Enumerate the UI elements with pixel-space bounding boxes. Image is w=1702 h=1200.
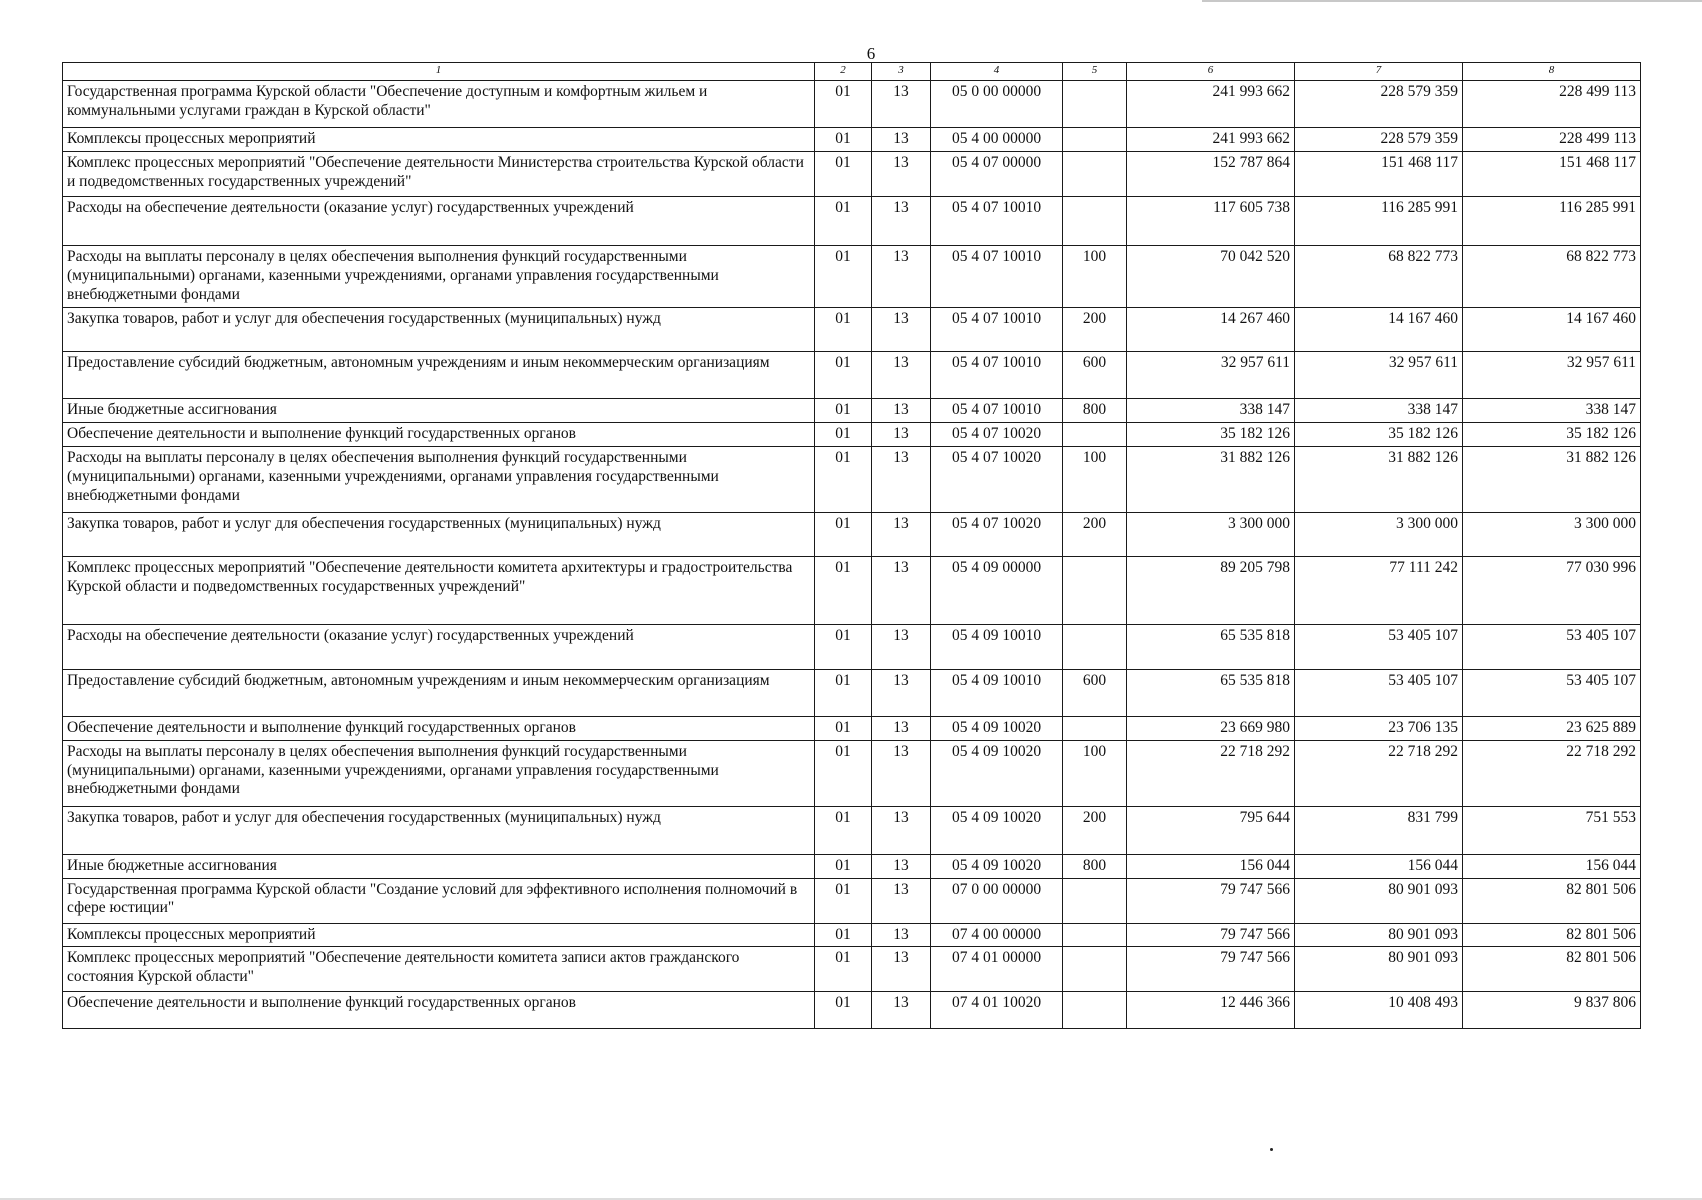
target-article-cell: 07 4 00 00000 bbox=[931, 923, 1063, 947]
row-name-cell: Комплекс процессных мероприятий "Обеспечение деятельности комитета архитектуры и градостроительства Курской области и подведомственных государственных учреждений" bbox=[63, 556, 815, 624]
expense-type-cell bbox=[1063, 716, 1127, 740]
table-row bbox=[63, 624, 1641, 669]
amount-col8-cell: 53 405 107 bbox=[1463, 669, 1641, 716]
table-row bbox=[63, 307, 1641, 351]
amount-col7-cell: 831 799 bbox=[1295, 806, 1463, 854]
row-name-cell: Расходы на обеспечение деятельности (оказание услуг) государственных учреждений bbox=[63, 624, 815, 669]
amount-col8-cell: 156 044 bbox=[1463, 854, 1641, 878]
table-row bbox=[63, 422, 1641, 446]
section-code-cell: 01 bbox=[815, 556, 872, 624]
amount-col8-cell: 82 801 506 bbox=[1463, 923, 1641, 947]
target-article-cell: 05 4 07 10020 bbox=[931, 422, 1063, 446]
section-code-cell: 01 bbox=[815, 878, 872, 923]
amount-col6-cell: 156 044 bbox=[1127, 854, 1295, 878]
table-row bbox=[63, 992, 1641, 1029]
subsection-code-cell: 13 bbox=[872, 128, 931, 152]
amount-col7-cell: 32 957 611 bbox=[1295, 351, 1463, 398]
column-number: 4 bbox=[931, 63, 1063, 81]
amount-col7-cell: 53 405 107 bbox=[1295, 624, 1463, 669]
amount-col6-cell: 65 535 818 bbox=[1127, 669, 1295, 716]
amount-col6-cell: 65 535 818 bbox=[1127, 624, 1295, 669]
target-article-cell: 05 4 07 10020 bbox=[931, 512, 1063, 556]
amount-col6-cell: 31 882 126 bbox=[1127, 446, 1295, 512]
expense-type-cell bbox=[1063, 196, 1127, 245]
expense-type-cell bbox=[1063, 556, 1127, 624]
target-article-cell: 05 4 07 10010 bbox=[931, 245, 1063, 307]
row-name-cell: Расходы на выплаты персоналу в целях обеспечения выполнения функций государственными (муниципальными) органами, казенными учреждениями, органами управления государственными внебюджетными фондами bbox=[63, 740, 815, 806]
subsection-code-cell: 13 bbox=[872, 923, 931, 947]
amount-col7-cell: 80 901 093 bbox=[1295, 923, 1463, 947]
amount-col6-cell: 152 787 864 bbox=[1127, 151, 1295, 196]
expense-type-cell: 200 bbox=[1063, 806, 1127, 854]
amount-col6-cell: 32 957 611 bbox=[1127, 351, 1295, 398]
section-code-cell: 01 bbox=[815, 947, 872, 992]
row-name-cell: Расходы на обеспечение деятельности (оказание услуг) государственных учреждений bbox=[63, 196, 815, 245]
page-number: 6 bbox=[866, 44, 876, 63]
table-row bbox=[63, 398, 1641, 422]
row-name-cell: Государственная программа Курской области "Создание условий для эффективного исполнения полномочий в сфере юстиции" bbox=[63, 878, 815, 923]
target-article-cell: 05 4 07 10020 bbox=[931, 446, 1063, 512]
subsection-code-cell: 13 bbox=[872, 947, 931, 992]
target-article-cell: 07 4 01 10020 bbox=[931, 992, 1063, 1029]
section-code-cell: 01 bbox=[815, 307, 872, 351]
amount-col8-cell: 53 405 107 bbox=[1463, 624, 1641, 669]
table-row bbox=[63, 740, 1641, 806]
amount-col6-cell: 35 182 126 bbox=[1127, 422, 1295, 446]
section-code-cell: 01 bbox=[815, 806, 872, 854]
row-name-cell: Обеспечение деятельности и выполнение функций государственных органов bbox=[63, 992, 815, 1029]
section-code-cell: 01 bbox=[815, 422, 872, 446]
section-code-cell: 01 bbox=[815, 128, 872, 152]
amount-col8-cell: 82 801 506 bbox=[1463, 947, 1641, 992]
table-row bbox=[63, 512, 1641, 556]
subsection-code-cell: 13 bbox=[872, 716, 931, 740]
amount-col8-cell: 751 553 bbox=[1463, 806, 1641, 854]
target-article-cell: 05 4 09 10020 bbox=[931, 854, 1063, 878]
table-row bbox=[63, 806, 1641, 854]
amount-col8-cell: 9 837 806 bbox=[1463, 992, 1641, 1029]
section-code-cell: 01 bbox=[815, 854, 872, 878]
row-name-cell: Иные бюджетные ассигнования bbox=[63, 854, 815, 878]
scan-speck bbox=[1270, 1148, 1273, 1151]
table-row bbox=[63, 716, 1641, 740]
amount-col7-cell: 31 882 126 bbox=[1295, 446, 1463, 512]
column-number: 3 bbox=[872, 63, 931, 81]
amount-col8-cell: 31 882 126 bbox=[1463, 446, 1641, 512]
amount-col6-cell: 117 605 738 bbox=[1127, 196, 1295, 245]
amount-col8-cell: 116 285 991 bbox=[1463, 196, 1641, 245]
row-name-cell: Комплексы процессных мероприятий bbox=[63, 923, 815, 947]
expense-type-cell: 600 bbox=[1063, 669, 1127, 716]
column-number: 6 bbox=[1127, 63, 1295, 81]
column-number: 7 bbox=[1295, 63, 1463, 81]
table-row bbox=[63, 669, 1641, 716]
target-article-cell: 05 4 09 00000 bbox=[931, 556, 1063, 624]
amount-col7-cell: 156 044 bbox=[1295, 854, 1463, 878]
expense-type-cell bbox=[1063, 422, 1127, 446]
table-row bbox=[63, 923, 1641, 947]
expense-type-cell: 800 bbox=[1063, 854, 1127, 878]
expense-type-cell: 800 bbox=[1063, 398, 1127, 422]
amount-col8-cell: 22 718 292 bbox=[1463, 740, 1641, 806]
amount-col8-cell: 82 801 506 bbox=[1463, 878, 1641, 923]
subsection-code-cell: 13 bbox=[872, 398, 931, 422]
expense-type-cell: 100 bbox=[1063, 245, 1127, 307]
amount-col6-cell: 795 644 bbox=[1127, 806, 1295, 854]
amount-col6-cell: 241 993 662 bbox=[1127, 81, 1295, 128]
table-row bbox=[63, 196, 1641, 245]
section-code-cell: 01 bbox=[815, 992, 872, 1029]
column-number: 8 bbox=[1463, 63, 1641, 81]
target-article-cell: 07 4 01 00000 bbox=[931, 947, 1063, 992]
amount-col7-cell: 23 706 135 bbox=[1295, 716, 1463, 740]
target-article-cell: 05 4 09 10010 bbox=[931, 669, 1063, 716]
amount-col7-cell: 77 111 242 bbox=[1295, 556, 1463, 624]
target-article-cell: 07 0 00 00000 bbox=[931, 878, 1063, 923]
amount-col8-cell: 35 182 126 bbox=[1463, 422, 1641, 446]
expense-type-cell bbox=[1063, 992, 1127, 1029]
table-row bbox=[63, 351, 1641, 398]
table-row bbox=[63, 878, 1641, 923]
expense-type-cell bbox=[1063, 624, 1127, 669]
section-code-cell: 01 bbox=[815, 151, 872, 196]
subsection-code-cell: 13 bbox=[872, 245, 931, 307]
amount-col6-cell: 79 747 566 bbox=[1127, 947, 1295, 992]
table-row bbox=[63, 151, 1641, 196]
scan-top-edge-line bbox=[1202, 0, 1702, 2]
amount-col7-cell: 68 822 773 bbox=[1295, 245, 1463, 307]
amount-col8-cell: 32 957 611 bbox=[1463, 351, 1641, 398]
section-code-cell: 01 bbox=[815, 196, 872, 245]
table-row bbox=[63, 81, 1641, 128]
table-row bbox=[63, 128, 1641, 152]
amount-col7-cell: 80 901 093 bbox=[1295, 878, 1463, 923]
row-name-cell: Предоставление субсидий бюджетным, автономным учреждениям и иным некоммерческим организациям bbox=[63, 351, 815, 398]
subsection-code-cell: 13 bbox=[872, 196, 931, 245]
subsection-code-cell: 13 bbox=[872, 624, 931, 669]
subsection-code-cell: 13 bbox=[872, 556, 931, 624]
expense-type-cell: 200 bbox=[1063, 512, 1127, 556]
subsection-code-cell: 13 bbox=[872, 307, 931, 351]
amount-col8-cell: 228 499 113 bbox=[1463, 128, 1641, 152]
column-number: 5 bbox=[1063, 63, 1127, 81]
column-number-header-row bbox=[63, 63, 1641, 81]
table-row bbox=[63, 556, 1641, 624]
row-name-cell: Обеспечение деятельности и выполнение функций государственных органов bbox=[63, 716, 815, 740]
target-article-cell: 05 4 07 10010 bbox=[931, 398, 1063, 422]
target-article-cell: 05 4 07 10010 bbox=[931, 307, 1063, 351]
amount-col8-cell: 23 625 889 bbox=[1463, 716, 1641, 740]
column-number: 2 bbox=[815, 63, 872, 81]
section-code-cell: 01 bbox=[815, 716, 872, 740]
section-code-cell: 01 bbox=[815, 446, 872, 512]
target-article-cell: 05 4 09 10020 bbox=[931, 806, 1063, 854]
subsection-code-cell: 13 bbox=[872, 992, 931, 1029]
amount-col7-cell: 10 408 493 bbox=[1295, 992, 1463, 1029]
amount-col6-cell: 23 669 980 bbox=[1127, 716, 1295, 740]
row-name-cell: Комплексы процессных мероприятий bbox=[63, 128, 815, 152]
column-number: 1 bbox=[63, 63, 815, 81]
amount-col7-cell: 35 182 126 bbox=[1295, 422, 1463, 446]
row-name-cell: Государственная программа Курской области "Обеспечение доступным и комфортным жильем и коммунальными услугами граждан в Курской области" bbox=[63, 81, 815, 128]
row-name-cell: Предоставление субсидий бюджетным, автономным учреждениям и иным некоммерческим организациям bbox=[63, 669, 815, 716]
section-code-cell: 01 bbox=[815, 81, 872, 128]
expense-type-cell bbox=[1063, 151, 1127, 196]
target-article-cell: 05 4 07 10010 bbox=[931, 351, 1063, 398]
row-name-cell: Комплекс процессных мероприятий "Обеспечение деятельности Министерства строительства Курской области и подведомственных государственных учреждений" bbox=[63, 151, 815, 196]
amount-col7-cell: 53 405 107 bbox=[1295, 669, 1463, 716]
amount-col8-cell: 14 167 460 bbox=[1463, 307, 1641, 351]
amount-col6-cell: 338 147 bbox=[1127, 398, 1295, 422]
subsection-code-cell: 13 bbox=[872, 806, 931, 854]
section-code-cell: 01 bbox=[815, 351, 872, 398]
section-code-cell: 01 bbox=[815, 245, 872, 307]
subsection-code-cell: 13 bbox=[872, 512, 931, 556]
expense-type-cell bbox=[1063, 128, 1127, 152]
amount-col6-cell: 79 747 566 bbox=[1127, 878, 1295, 923]
section-code-cell: 01 bbox=[815, 512, 872, 556]
subsection-code-cell: 13 bbox=[872, 740, 931, 806]
amount-col8-cell: 77 030 996 bbox=[1463, 556, 1641, 624]
expense-type-cell bbox=[1063, 947, 1127, 992]
section-code-cell: 01 bbox=[815, 398, 872, 422]
subsection-code-cell: 13 bbox=[872, 351, 931, 398]
subsection-code-cell: 13 bbox=[872, 669, 931, 716]
target-article-cell: 05 4 09 10020 bbox=[931, 740, 1063, 806]
section-code-cell: 01 bbox=[815, 740, 872, 806]
row-name-cell: Обеспечение деятельности и выполнение функций государственных органов bbox=[63, 422, 815, 446]
subsection-code-cell: 13 bbox=[872, 878, 931, 923]
target-article-cell: 05 0 00 00000 bbox=[931, 81, 1063, 128]
table-row bbox=[63, 854, 1641, 878]
row-name-cell: Расходы на выплаты персоналу в целях обеспечения выполнения функций государственными (муниципальными) органами, казенными учреждениями, органами управления государственными внебюджетными фондами bbox=[63, 245, 815, 307]
amount-col8-cell: 68 822 773 bbox=[1463, 245, 1641, 307]
table-row bbox=[63, 446, 1641, 512]
amount-col8-cell: 228 499 113 bbox=[1463, 81, 1641, 128]
amount-col6-cell: 22 718 292 bbox=[1127, 740, 1295, 806]
amount-col7-cell: 338 147 bbox=[1295, 398, 1463, 422]
row-name-cell: Расходы на выплаты персоналу в целях обеспечения выполнения функций государственными (муниципальными) органами, казенными учреждениями, органами управления государственными внебюджетными фондами bbox=[63, 446, 815, 512]
amount-col6-cell: 89 205 798 bbox=[1127, 556, 1295, 624]
table-row bbox=[63, 245, 1641, 307]
expense-type-cell: 600 bbox=[1063, 351, 1127, 398]
subsection-code-cell: 13 bbox=[872, 422, 931, 446]
target-article-cell: 05 4 00 00000 bbox=[931, 128, 1063, 152]
amount-col7-cell: 151 468 117 bbox=[1295, 151, 1463, 196]
budget-table bbox=[62, 62, 1641, 1029]
amount-col7-cell: 228 579 359 bbox=[1295, 81, 1463, 128]
amount-col6-cell: 14 267 460 bbox=[1127, 307, 1295, 351]
subsection-code-cell: 13 bbox=[872, 81, 931, 128]
amount-col8-cell: 151 468 117 bbox=[1463, 151, 1641, 196]
expense-type-cell bbox=[1063, 923, 1127, 947]
table-row bbox=[63, 947, 1641, 992]
amount-col7-cell: 14 167 460 bbox=[1295, 307, 1463, 351]
amount-col6-cell: 241 993 662 bbox=[1127, 128, 1295, 152]
row-name-cell: Закупка товаров, работ и услуг для обеспечения государственных (муниципальных) нужд bbox=[63, 307, 815, 351]
expense-type-cell: 200 bbox=[1063, 307, 1127, 351]
row-name-cell: Комплекс процессных мероприятий "Обеспечение деятельности комитета записи актов гражданского состояния Курской области" bbox=[63, 947, 815, 992]
subsection-code-cell: 13 bbox=[872, 151, 931, 196]
expense-type-cell bbox=[1063, 878, 1127, 923]
section-code-cell: 01 bbox=[815, 624, 872, 669]
row-name-cell: Закупка товаров, работ и услуг для обеспечения государственных (муниципальных) нужд bbox=[63, 512, 815, 556]
target-article-cell: 05 4 07 10010 bbox=[931, 196, 1063, 245]
section-code-cell: 01 bbox=[815, 669, 872, 716]
expense-type-cell: 100 bbox=[1063, 740, 1127, 806]
row-name-cell: Иные бюджетные ассигнования bbox=[63, 398, 815, 422]
section-code-cell: 01 bbox=[815, 923, 872, 947]
expense-type-cell: 100 bbox=[1063, 446, 1127, 512]
amount-col7-cell: 228 579 359 bbox=[1295, 128, 1463, 152]
amount-col8-cell: 338 147 bbox=[1463, 398, 1641, 422]
target-article-cell: 05 4 09 10020 bbox=[931, 716, 1063, 740]
amount-col7-cell: 22 718 292 bbox=[1295, 740, 1463, 806]
amount-col8-cell: 3 300 000 bbox=[1463, 512, 1641, 556]
amount-col7-cell: 80 901 093 bbox=[1295, 947, 1463, 992]
row-name-cell: Закупка товаров, работ и услуг для обеспечения государственных (муниципальных) нужд bbox=[63, 806, 815, 854]
expense-type-cell bbox=[1063, 81, 1127, 128]
amount-col6-cell: 3 300 000 bbox=[1127, 512, 1295, 556]
target-article-cell: 05 4 07 00000 bbox=[931, 151, 1063, 196]
amount-col6-cell: 12 446 366 bbox=[1127, 992, 1295, 1029]
amount-col7-cell: 116 285 991 bbox=[1295, 196, 1463, 245]
amount-col6-cell: 79 747 566 bbox=[1127, 923, 1295, 947]
amount-col6-cell: 70 042 520 bbox=[1127, 245, 1295, 307]
subsection-code-cell: 13 bbox=[872, 446, 931, 512]
target-article-cell: 05 4 09 10010 bbox=[931, 624, 1063, 669]
table-body bbox=[63, 81, 1641, 1029]
amount-col7-cell: 3 300 000 bbox=[1295, 512, 1463, 556]
subsection-code-cell: 13 bbox=[872, 854, 931, 878]
